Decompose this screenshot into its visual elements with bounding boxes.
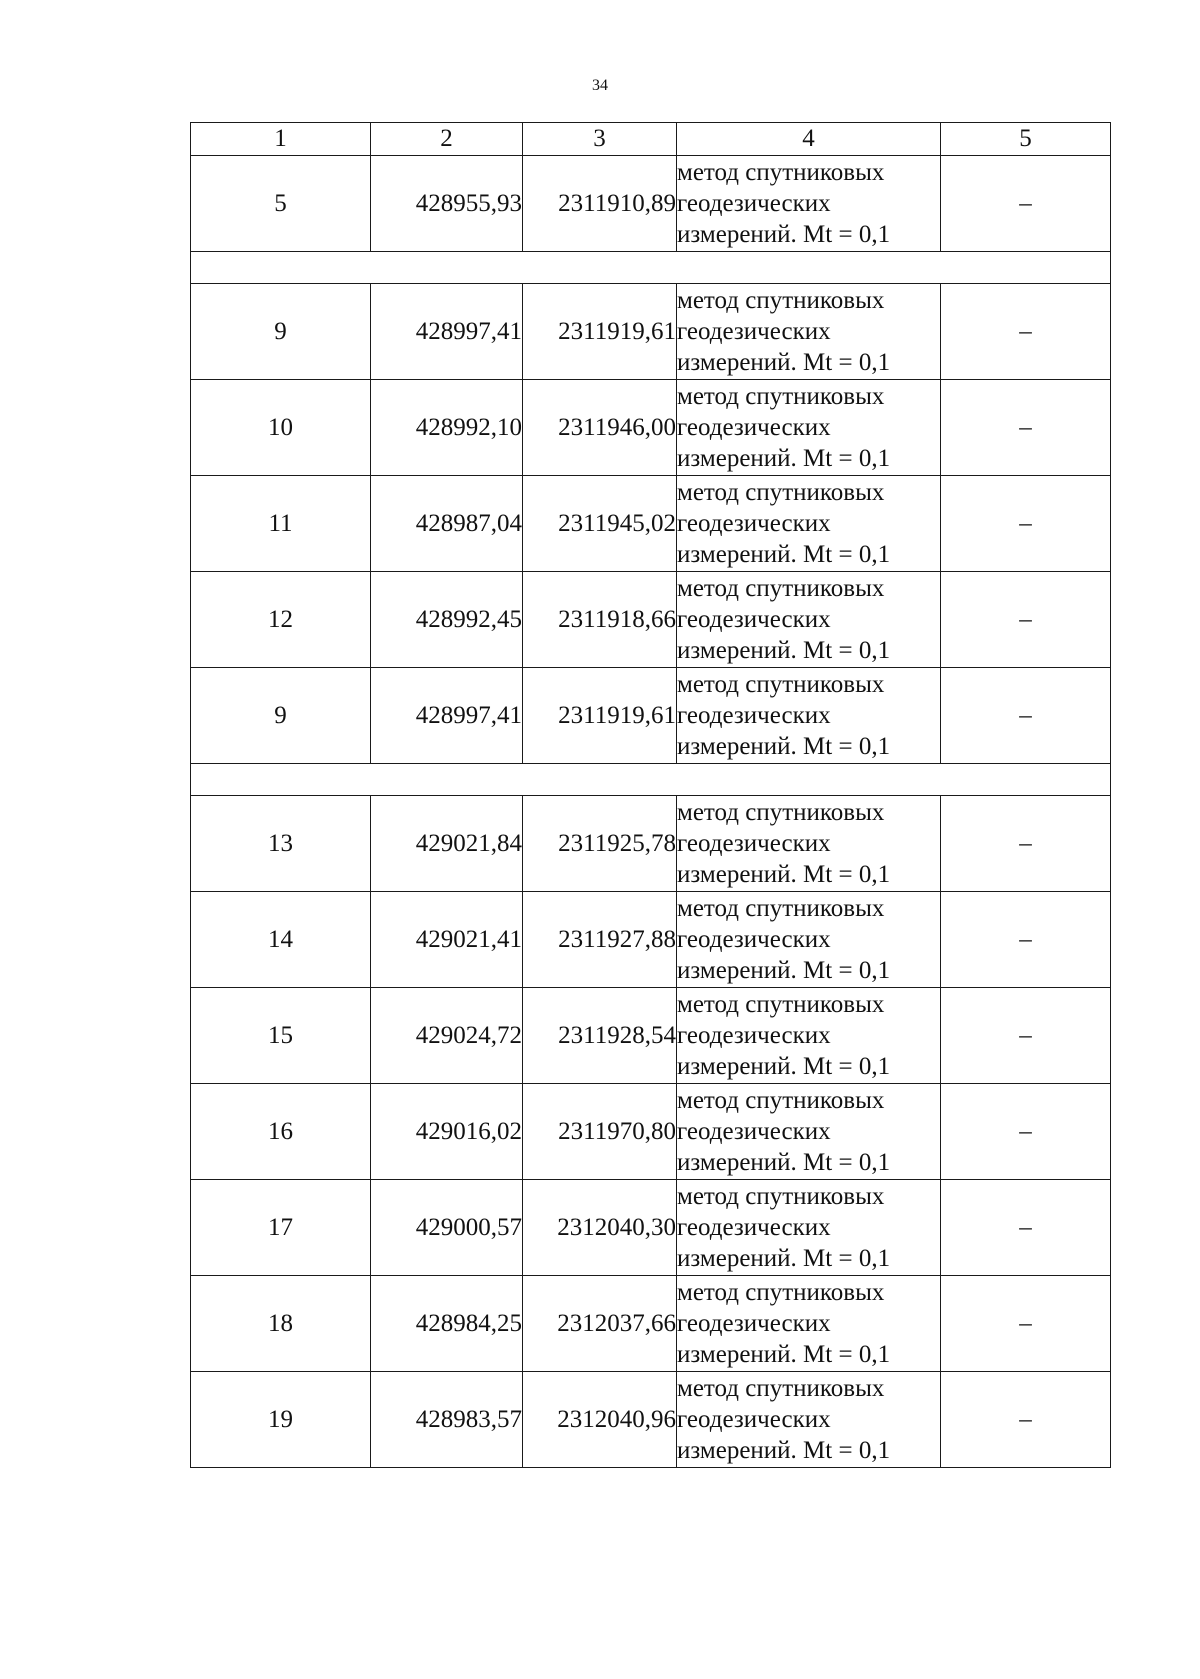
accuracy-cell: – — [941, 572, 1111, 668]
coordinates-table-body — [191, 123, 1111, 1468]
x-coordinate-cell: 429021,41 — [371, 892, 523, 988]
method-text-line: измерений. Mt = 0,1 — [677, 733, 891, 760]
x-coordinate-cell: 429024,72 — [371, 988, 523, 1084]
point-number-cell: 9 — [191, 668, 371, 764]
point-number-cell: 17 — [191, 1180, 371, 1276]
method-text-line: метод спутниковых — [677, 1375, 885, 1402]
method-text-line: метод спутниковых — [677, 671, 885, 698]
method-text-line: метод спутниковых — [677, 287, 885, 314]
table-row — [191, 988, 1111, 1084]
x-coordinate-cell: 428984,25 — [371, 1276, 523, 1372]
method-text-line: метод спутниковых — [677, 991, 885, 1018]
x-coordinate-cell: 429000,57 — [371, 1180, 523, 1276]
point-number-cell: 11 — [191, 476, 371, 572]
method-cell — [677, 1180, 941, 1276]
method-text-line: метод спутниковых — [677, 799, 885, 826]
x-coordinate-cell: 428987,04 — [371, 476, 523, 572]
accuracy-cell: – — [941, 1372, 1111, 1468]
y-coordinate-cell: 2311919,61 — [523, 668, 677, 764]
table-row — [191, 1372, 1111, 1468]
method-cell — [677, 1276, 941, 1372]
x-coordinate-cell: 428997,41 — [371, 668, 523, 764]
method-cell — [677, 1372, 941, 1468]
method-text-line: измерений. Mt = 0,1 — [677, 445, 891, 472]
method-text-line: измерений. Mt = 0,1 — [677, 1149, 891, 1176]
accuracy-cell: – — [941, 796, 1111, 892]
method-text-line: геодезических — [677, 1022, 831, 1049]
separator-cell — [191, 252, 1111, 284]
column-header-1: 1 — [191, 123, 371, 156]
point-number-cell: 14 — [191, 892, 371, 988]
table-separator-row — [191, 764, 1111, 796]
x-coordinate-cell: 428992,10 — [371, 380, 523, 476]
method-text-line: метод спутниковых — [677, 1183, 885, 1210]
separator-cell — [191, 764, 1111, 796]
method-text-line: измерений. Mt = 0,1 — [677, 1437, 891, 1464]
point-number-cell: 10 — [191, 380, 371, 476]
table-row — [191, 1276, 1111, 1372]
y-coordinate-cell: 2312037,66 — [523, 1276, 677, 1372]
table-row — [191, 380, 1111, 476]
accuracy-cell: – — [941, 988, 1111, 1084]
table-row — [191, 1180, 1111, 1276]
method-text-line: геодезических — [677, 1406, 831, 1433]
method-text-line: геодезических — [677, 702, 831, 729]
y-coordinate-cell: 2311970,80 — [523, 1084, 677, 1180]
method-text-line: измерений. Mt = 0,1 — [677, 349, 891, 376]
accuracy-cell: – — [941, 476, 1111, 572]
method-cell — [677, 668, 941, 764]
x-coordinate-cell: 428955,93 — [371, 156, 523, 252]
y-coordinate-cell: 2312040,30 — [523, 1180, 677, 1276]
method-text-line: геодезических — [677, 1310, 831, 1337]
y-coordinate-cell: 2312040,96 — [523, 1372, 677, 1468]
accuracy-cell: – — [941, 156, 1111, 252]
table-row — [191, 572, 1111, 668]
method-text-line: измерений. Mt = 0,1 — [677, 1053, 891, 1080]
table-row — [191, 284, 1111, 380]
y-coordinate-cell: 2311946,00 — [523, 380, 677, 476]
method-text-line: геодезических — [677, 1118, 831, 1145]
method-text-line: измерений. Mt = 0,1 — [677, 221, 891, 248]
method-text-line: метод спутниковых — [677, 1279, 885, 1306]
x-coordinate-cell: 429016,02 — [371, 1084, 523, 1180]
point-number-cell: 13 — [191, 796, 371, 892]
y-coordinate-cell: 2311945,02 — [523, 476, 677, 572]
method-text-line: измерений. Mt = 0,1 — [677, 861, 891, 888]
method-cell — [677, 572, 941, 668]
method-text-line: геодезических — [677, 1214, 831, 1241]
y-coordinate-cell: 2311910,89 — [523, 156, 677, 252]
method-text-line: метод спутниковых — [677, 383, 885, 410]
method-cell — [677, 988, 941, 1084]
method-cell — [677, 892, 941, 988]
accuracy-cell: – — [941, 1084, 1111, 1180]
method-text-line: геодезических — [677, 606, 831, 633]
method-cell — [677, 796, 941, 892]
method-cell — [677, 284, 941, 380]
point-number-cell: 19 — [191, 1372, 371, 1468]
method-cell — [677, 476, 941, 572]
table-row — [191, 892, 1111, 988]
method-text-line: метод спутниковых — [677, 1087, 885, 1114]
method-text-line: измерений. Mt = 0,1 — [677, 637, 891, 664]
point-number-cell: 16 — [191, 1084, 371, 1180]
y-coordinate-cell: 2311928,54 — [523, 988, 677, 1084]
method-cell — [677, 1084, 941, 1180]
column-header-3: 3 — [523, 123, 677, 156]
accuracy-cell: – — [941, 380, 1111, 476]
accuracy-cell: – — [941, 892, 1111, 988]
table-header-row — [191, 123, 1111, 156]
method-text-line: геодезических — [677, 414, 831, 441]
table-row — [191, 1084, 1111, 1180]
y-coordinate-cell: 2311925,78 — [523, 796, 677, 892]
column-header-2: 2 — [371, 123, 523, 156]
table-separator-row — [191, 252, 1111, 284]
method-text-line: измерений. Mt = 0,1 — [677, 957, 891, 984]
page-number: 34 — [592, 77, 608, 94]
x-coordinate-cell: 428997,41 — [371, 284, 523, 380]
method-text-line: измерений. Mt = 0,1 — [677, 1245, 891, 1272]
method-text-line: геодезических — [677, 318, 831, 345]
point-number-cell: 9 — [191, 284, 371, 380]
point-number-cell: 5 — [191, 156, 371, 252]
table-row — [191, 796, 1111, 892]
column-header-4: 4 — [677, 123, 941, 156]
accuracy-cell: – — [941, 1276, 1111, 1372]
method-text-line: метод спутниковых — [677, 895, 885, 922]
method-text-line: геодезических — [677, 926, 831, 953]
table-row — [191, 156, 1111, 252]
x-coordinate-cell: 428992,45 — [371, 572, 523, 668]
method-text-line: метод спутниковых — [677, 479, 885, 506]
method-text-line: метод спутниковых — [677, 575, 885, 602]
coordinates-table — [190, 122, 1111, 1468]
point-number-cell: 12 — [191, 572, 371, 668]
point-number-cell: 18 — [191, 1276, 371, 1372]
method-text-line: измерений. Mt = 0,1 — [677, 1341, 891, 1368]
method-text-line: геодезических — [677, 190, 831, 217]
table-row — [191, 476, 1111, 572]
method-text-line: геодезических — [677, 830, 831, 857]
accuracy-cell: – — [941, 668, 1111, 764]
method-cell — [677, 156, 941, 252]
table-row — [191, 668, 1111, 764]
method-text-line: метод спутниковых — [677, 159, 885, 186]
column-header-5: 5 — [941, 123, 1111, 156]
method-text-line: измерений. Mt = 0,1 — [677, 541, 891, 568]
method-text-line: геодезических — [677, 510, 831, 537]
y-coordinate-cell: 2311918,66 — [523, 572, 677, 668]
accuracy-cell: – — [941, 1180, 1111, 1276]
x-coordinate-cell: 428983,57 — [371, 1372, 523, 1468]
x-coordinate-cell: 429021,84 — [371, 796, 523, 892]
method-cell — [677, 380, 941, 476]
point-number-cell: 15 — [191, 988, 371, 1084]
accuracy-cell: – — [941, 284, 1111, 380]
y-coordinate-cell: 2311919,61 — [523, 284, 677, 380]
y-coordinate-cell: 2311927,88 — [523, 892, 677, 988]
